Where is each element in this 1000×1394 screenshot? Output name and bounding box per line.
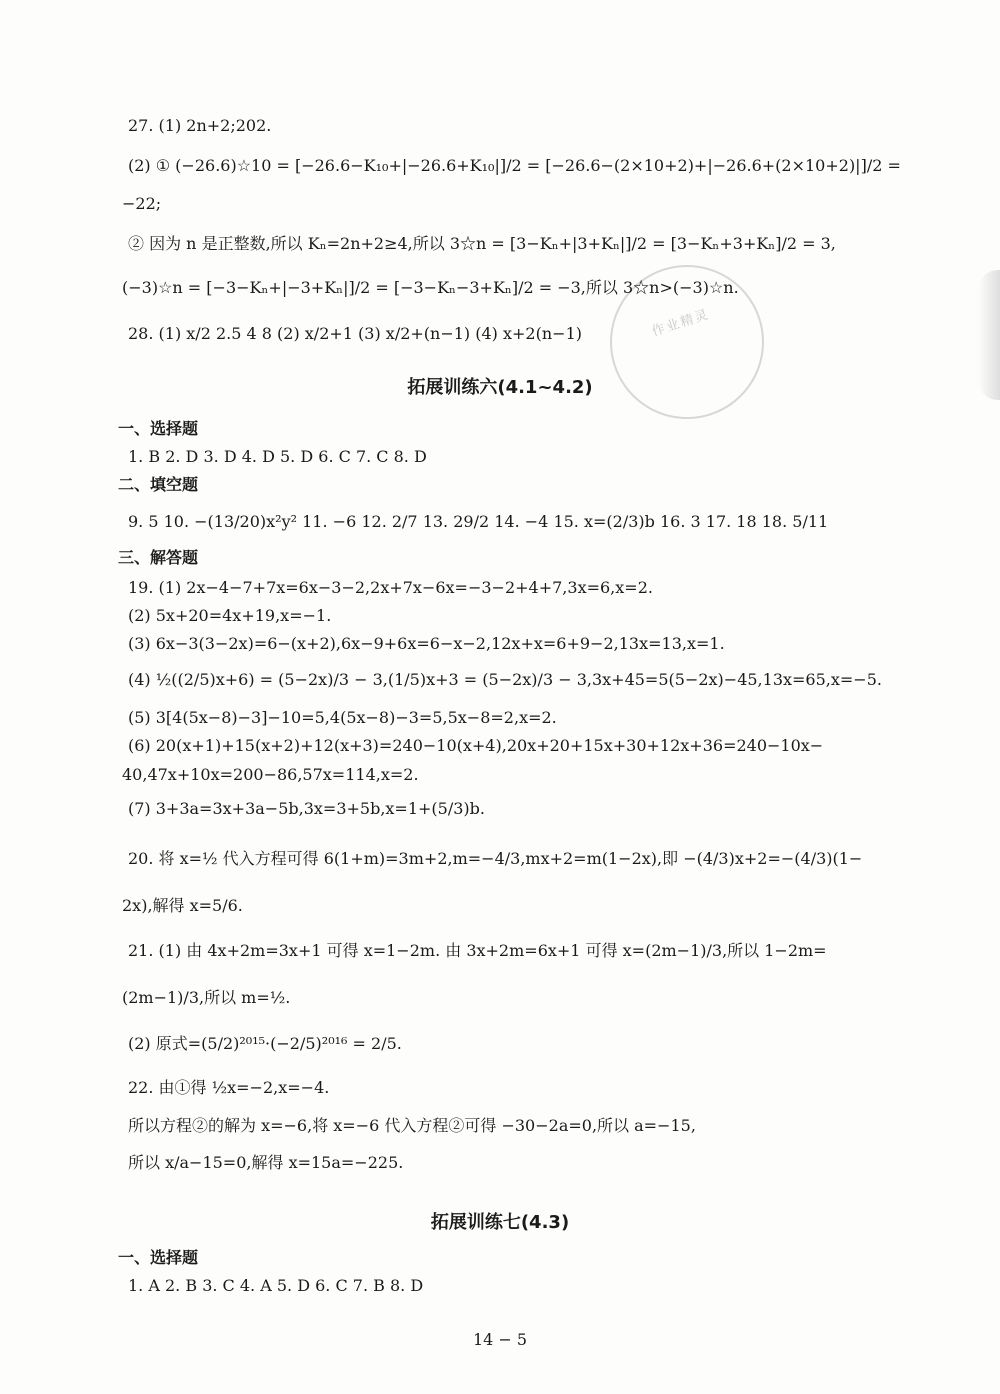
q27-part2-result: −22; xyxy=(122,194,162,213)
q27-part1: 27. (1) 2n+2;202. xyxy=(128,116,272,135)
q27-part4: (−3)☆n = [−3−Kₙ+|−3+Kₙ|]/2 = [−3−Kₙ−3+Kₙ]/2 = −3,所以 3☆n>(−3)☆n. xyxy=(122,278,739,297)
watermark-stamp xyxy=(590,245,784,439)
q21-line: (2m−1)/3,所以 m=½. xyxy=(122,988,291,1007)
q20-line: 20. 将 x=½ 代入方程可得 6(1+m)=3m+2,m=−4/3,mx+2=m(1−2x),即 −(4/3)x+2=−(4/3)(1− xyxy=(128,849,863,868)
watermark-text: 作业精灵 xyxy=(650,307,712,340)
q19-line: 40,47x+10x=200−86,57x=114,x=2. xyxy=(122,765,419,784)
choice-answers-7: 1. A 2. B 3. C 4. A 5. D 6. C 7. B 8. D xyxy=(128,1276,424,1295)
fill-answers-6: 9. 5 10. −(13/20)x²y² 11. −6 12. 2/7 13. 29/2 14. −4 15. x=(2/3)b 16. 3 17. 18 18. 5/11 xyxy=(128,512,829,531)
page-number: 14 − 5 xyxy=(472,1330,528,1349)
q22-line: 所以 x/a−15=0,解得 x=15a=−225. xyxy=(128,1153,404,1172)
section-heading-7: 拓展训练七(4.3) xyxy=(430,1212,570,1233)
q21-line: 21. (1) 由 4x+2m=3x+1 可得 x=1−2m. 由 3x+2m=6x+1 可得 x=(2m−1)/3,所以 1−2m= xyxy=(128,941,827,960)
q19-line: (4) ½((2/5)x+6) = (5−2x)/3 − 3,(1/5)x+3 = (5−2x)/3 − 3,3x+45=5(5−2x)−45,13x=65,x=−5. xyxy=(128,670,882,689)
choice-title-7: 一、选择题 xyxy=(118,1248,199,1267)
q19-line: (6) 20(x+1)+15(x+2)+12(x+3)=240−10(x+4),20x+20+15x+30+12x+36=240−10x− xyxy=(128,736,824,755)
q21-line: (2) 原式=(5/2)²⁰¹⁵·(−2/5)²⁰¹⁶ = 2/5. xyxy=(128,1034,402,1053)
fill-title-6: 二、填空题 xyxy=(118,475,199,494)
q22-line: 22. 由①得 ½x=−2,x=−4. xyxy=(128,1078,330,1097)
q19-line: (7) 3+3a=3x+3a−5b,3x=3+5b,x=1+(5/3)b. xyxy=(128,799,485,818)
section-heading-6: 拓展训练六(4.1~4.2) xyxy=(407,377,593,398)
solve-title-6: 三、解答题 xyxy=(118,548,199,567)
q19-line: 19. (1) 2x−4−7+7x=6x−3−2,2x+7x−6x=−3−2+4+7,3x=6,x=2. xyxy=(128,578,653,597)
choice-title-6: 一、选择题 xyxy=(118,419,199,438)
q27-part3: ② 因为 n 是正整数,所以 Kₙ=2n+2≥4,所以 3☆n = [3−Kₙ+|3+Kₙ|]/2 = [3−Kₙ+3+Kₙ]/2 = 3, xyxy=(128,234,836,253)
q19-line: (3) 6x−3(3−2x)=6−(x+2),6x−9+6x=6−x−2,12x+x=6+9−2,13x=13,x=1. xyxy=(128,634,725,653)
q27-part2: (2) ① (−26.6)☆10 = [−26.6−K₁₀+|−26.6+K₁₀|]/2 = [−26.6−(2×10+2)+|−26.6+(2×10+2)|]/2 = xyxy=(128,156,901,175)
q19-line: (2) 5x+20=4x+19,x=−1. xyxy=(128,606,332,625)
choice-answers-6: 1. B 2. D 3. D 4. D 5. D 6. C 7. C 8. D xyxy=(128,447,427,466)
q22-line: 所以方程②的解为 x=−6,将 x=−6 代入方程②可得 −30−2a=0,所以 a=−15, xyxy=(128,1116,696,1135)
q20-line: 2x),解得 x=5/6. xyxy=(122,896,243,915)
q28-answers: 28. (1) x/2 2.5 4 8 (2) x/2+1 (3) x/2+(n−1) (4) x+2(n−1) xyxy=(128,324,582,343)
q19-line: (5) 3[4(5x−8)−3]−10=5,4(5x−8)−3=5,5x−8=2,x=2. xyxy=(128,708,557,727)
